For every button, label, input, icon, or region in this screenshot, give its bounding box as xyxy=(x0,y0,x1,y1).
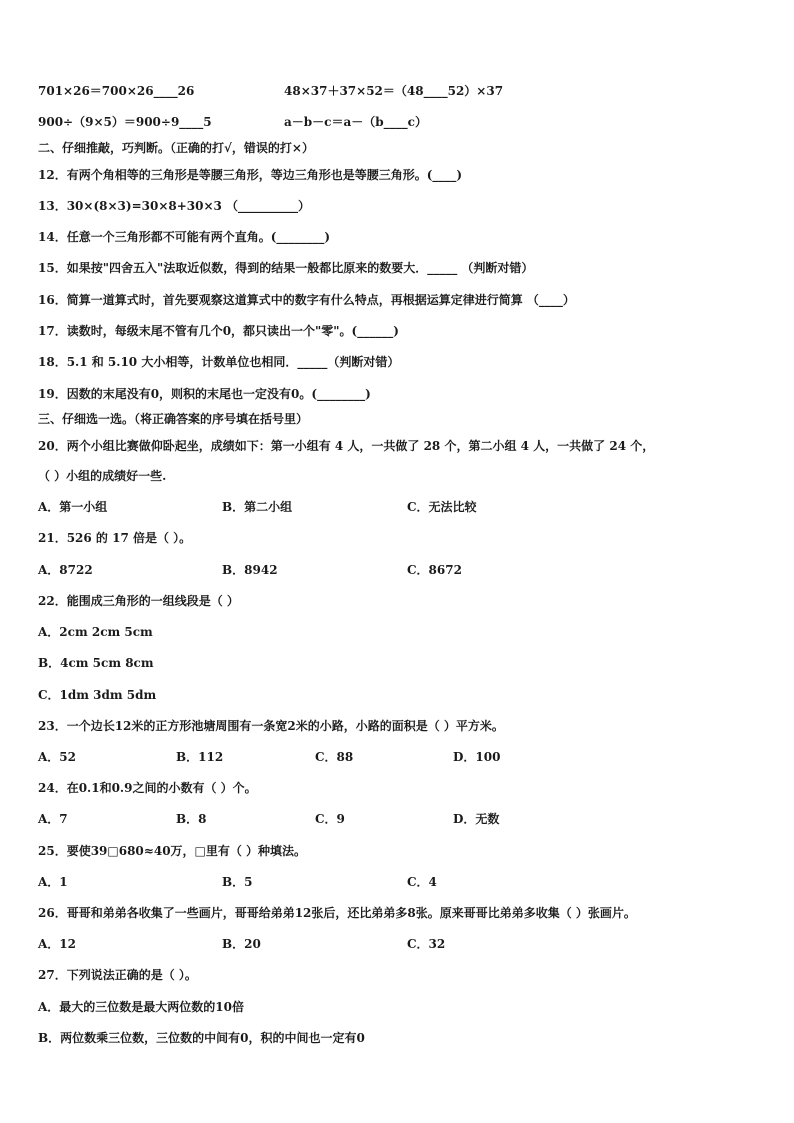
question-25-option-b: B．5 xyxy=(222,875,253,889)
question-27-option-b: B．两位数乘三位数，三位数的中间有0，积的中间也一定有0 xyxy=(38,1031,365,1045)
question-17: 17．读数时，每级末尾不管有几个0，都只读出一个"零"。(______) xyxy=(38,324,399,338)
question-24-stem: 24．在0.1和0.9之间的小数有（ ）个。 xyxy=(38,781,257,795)
question-24-option-d: D．无数 xyxy=(453,812,500,826)
question-20-option-b: B．第二小组 xyxy=(222,500,293,514)
question-22-option-c: C．1dm 3dm 5dm xyxy=(38,688,157,702)
question-26-option-c: C．32 xyxy=(407,937,446,951)
question-21-option-a: A．8722 xyxy=(38,563,93,577)
section-heading-judgement: 二、仔细推敲，巧判断。（正确的打√，错误的打×） xyxy=(38,141,314,155)
question-25-stem: 25．要使39□680≈40万，□里有（ ）种填法。 xyxy=(38,844,307,858)
question-24-option-b: B．8 xyxy=(176,812,207,826)
question-27-stem: 27．下列说法正确的是（ ）。 xyxy=(38,968,197,982)
question-26-option-b: B．20 xyxy=(222,937,261,951)
question-14: 14．任意一个三角形都不可能有两个直角。(________) xyxy=(38,230,331,244)
question-26-option-a: A．12 xyxy=(38,937,77,951)
question-25-option-c: C．4 xyxy=(407,875,437,889)
question-16: 16．简算一道算式时，首先要观察这道算式中的数字有什么特点，再根据运算定律进行简算 （____） xyxy=(38,293,575,307)
question-23-option-a: A．52 xyxy=(38,750,77,764)
question-26-stem: 26．哥哥和弟弟各收集了一些画片，哥哥给弟弟12张后，还比弟弟多8张。原来哥哥比弟弟多收集（ ）张画片。 xyxy=(38,906,636,920)
question-22-option-b: B．4cm 5cm 8cm xyxy=(38,656,154,670)
question-12: 12．有两个角相等的三角形是等腰三角形，等边三角形也是等腰三角形。(____) xyxy=(38,168,463,182)
compare-item-4: a－b－c＝a－（b____c） xyxy=(284,115,427,129)
question-22-option-a: A．2cm 2cm 5cm xyxy=(38,625,153,639)
compare-item-3: 900÷（9×5）＝900÷9____5 xyxy=(38,115,212,129)
question-20-option-a: A．第一小组 xyxy=(38,500,108,514)
compare-item-2: 48×37＋37×52＝（48____52）×37 xyxy=(284,84,504,98)
question-20-stem-cont: （ ）小组的成绩好一些. xyxy=(38,469,167,483)
question-25-option-a: A．1 xyxy=(38,875,68,889)
question-19: 19．因数的末尾没有0，则积的末尾也一定没有0。(________) xyxy=(38,387,371,401)
question-23-option-d: D．100 xyxy=(453,750,501,764)
question-23-option-c: C．88 xyxy=(315,750,354,764)
question-21-option-b: B．8942 xyxy=(222,563,278,577)
question-23-option-b: B．112 xyxy=(176,750,224,764)
question-22-stem: 22．能围成三角形的一组线段是（ ） xyxy=(38,594,239,608)
question-21-stem: 21．526 的 17 倍是（ ）。 xyxy=(38,531,192,545)
question-20-stem: 20．两个小组比赛做仰卧起坐，成绩如下：第一小组有 4 人，一共做了 28 个，第二小组 4 人，一共做了 24 个， xyxy=(38,439,655,453)
section-heading-choice: 三、仔细选一选。（将正确答案的序号填在括号里） xyxy=(38,412,309,426)
question-13: 13．30×(8×3)=30×8+30×3 （__________） xyxy=(38,199,311,213)
question-20-option-c: C．无法比较 xyxy=(407,500,477,514)
question-21-option-c: C．8672 xyxy=(407,563,462,577)
compare-item-1: 701×26＝700×26____26 xyxy=(38,84,195,98)
question-23-stem: 23．一个边长12米的正方形池塘周围有一条宽2米的小路，小路的面积是（ ）平方米。 xyxy=(38,719,504,733)
question-24-option-a: A．7 xyxy=(38,812,68,826)
question-18: 18．5.1 和 5.10 大小相等，计数单位也相同．_____（判断对错） xyxy=(38,355,400,369)
question-15: 15．如果按"四舍五入"法取近似数，得到的结果一般都比原来的数要大．_____ （判断对错） xyxy=(38,261,534,275)
question-27-option-a: A．最大的三位数是最大两位数的10倍 xyxy=(38,1000,245,1014)
question-24-option-c: C．9 xyxy=(315,812,345,826)
